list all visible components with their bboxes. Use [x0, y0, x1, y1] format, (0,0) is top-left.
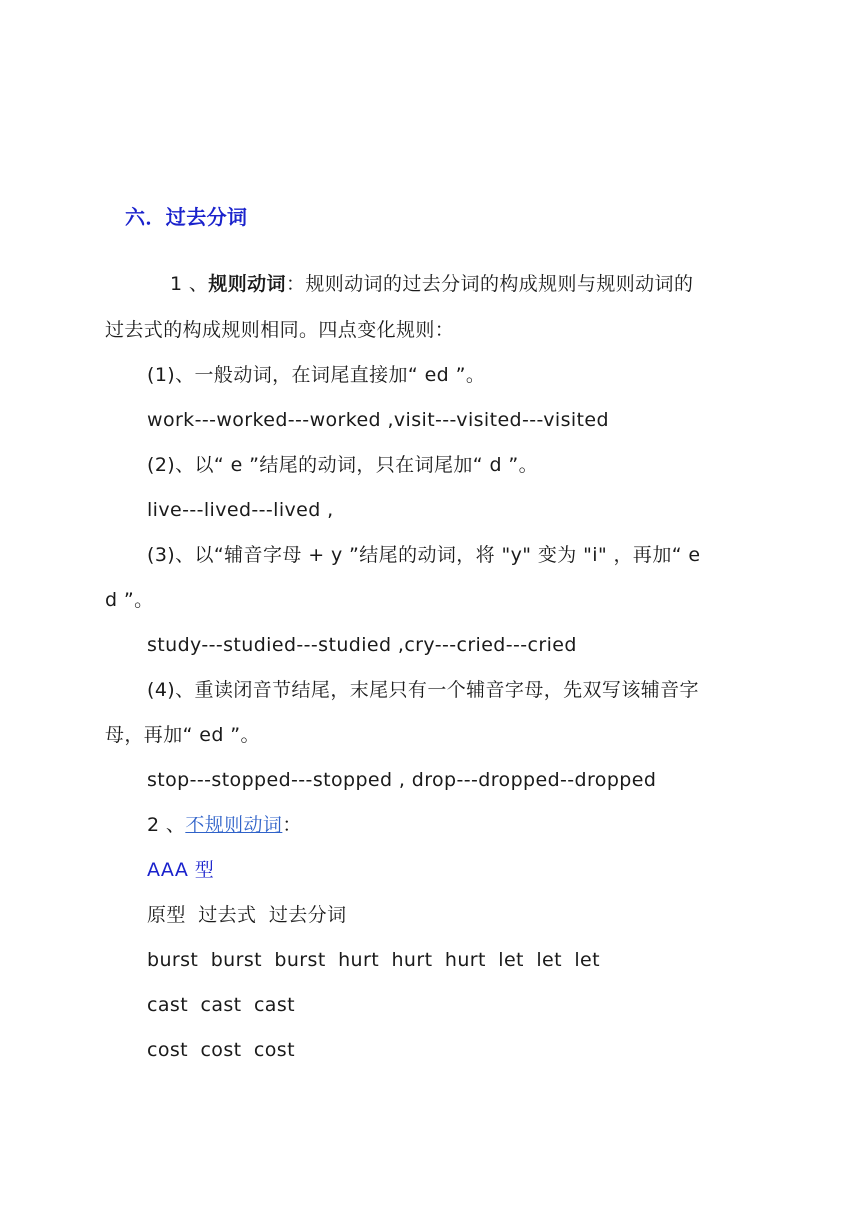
- paragraph-2-colon: ：: [282, 814, 302, 836]
- irregular-verbs-link[interactable]: 不规则动词: [185, 814, 283, 836]
- paragraph-1-number: 1 、: [170, 273, 209, 295]
- rule-2-example: live---lived---lived ,: [147, 499, 334, 521]
- verb-row: cast cast cast: [147, 994, 295, 1016]
- aaa-type-label: AAA 型: [147, 859, 215, 881]
- rule-1-example: work---worked---worked ,visit---visited---visited: [147, 409, 609, 431]
- paragraph-1-text: ：规则动词的过去分词的构成规则与规则动词的: [285, 273, 694, 295]
- rule-4-text-line-2: 母，再加“ ed ”。: [105, 724, 260, 746]
- rule-4-text-line-1: (4)、重读闭音节结尾，末尾只有一个辅音字母，先双写该辅音字: [147, 679, 699, 701]
- paragraph-1-line-2: 过去式的构成规则相同。四点变化规则：: [105, 319, 455, 341]
- verb-row: cost cost cost: [147, 1039, 295, 1061]
- regular-verbs-term: 规则动词: [208, 273, 286, 295]
- paragraph-2: [147, 813, 302, 837]
- rule-2-text: (2)、以“ e ”结尾的动词，只在词尾加“ d ”。: [147, 454, 538, 476]
- rule-3-text-line-1: (3)、以“辅音字母 + y ”结尾的动词，将 "y" 变为 "i" ，再加“ e: [147, 544, 701, 566]
- rule-1-text: (1)、一般动词，在词尾直接加“ ed ”。: [147, 364, 486, 386]
- verb-row: burst burst burst hurt hurt hurt let let let: [147, 949, 600, 971]
- section-heading: 六．过去分词: [125, 205, 248, 229]
- paragraph-2-number: 2 、: [147, 814, 186, 836]
- paragraph-1-line-1: [170, 272, 693, 296]
- table-header: 原型 过去式 过去分词: [147, 904, 347, 926]
- rule-4-example: stop---stopped---stopped , drop---dropped--dropped: [147, 769, 657, 791]
- rule-3-text-line-2: d ”。: [105, 589, 154, 611]
- rule-3-example: study---studied---studied ,cry---cried---cried: [147, 634, 577, 656]
